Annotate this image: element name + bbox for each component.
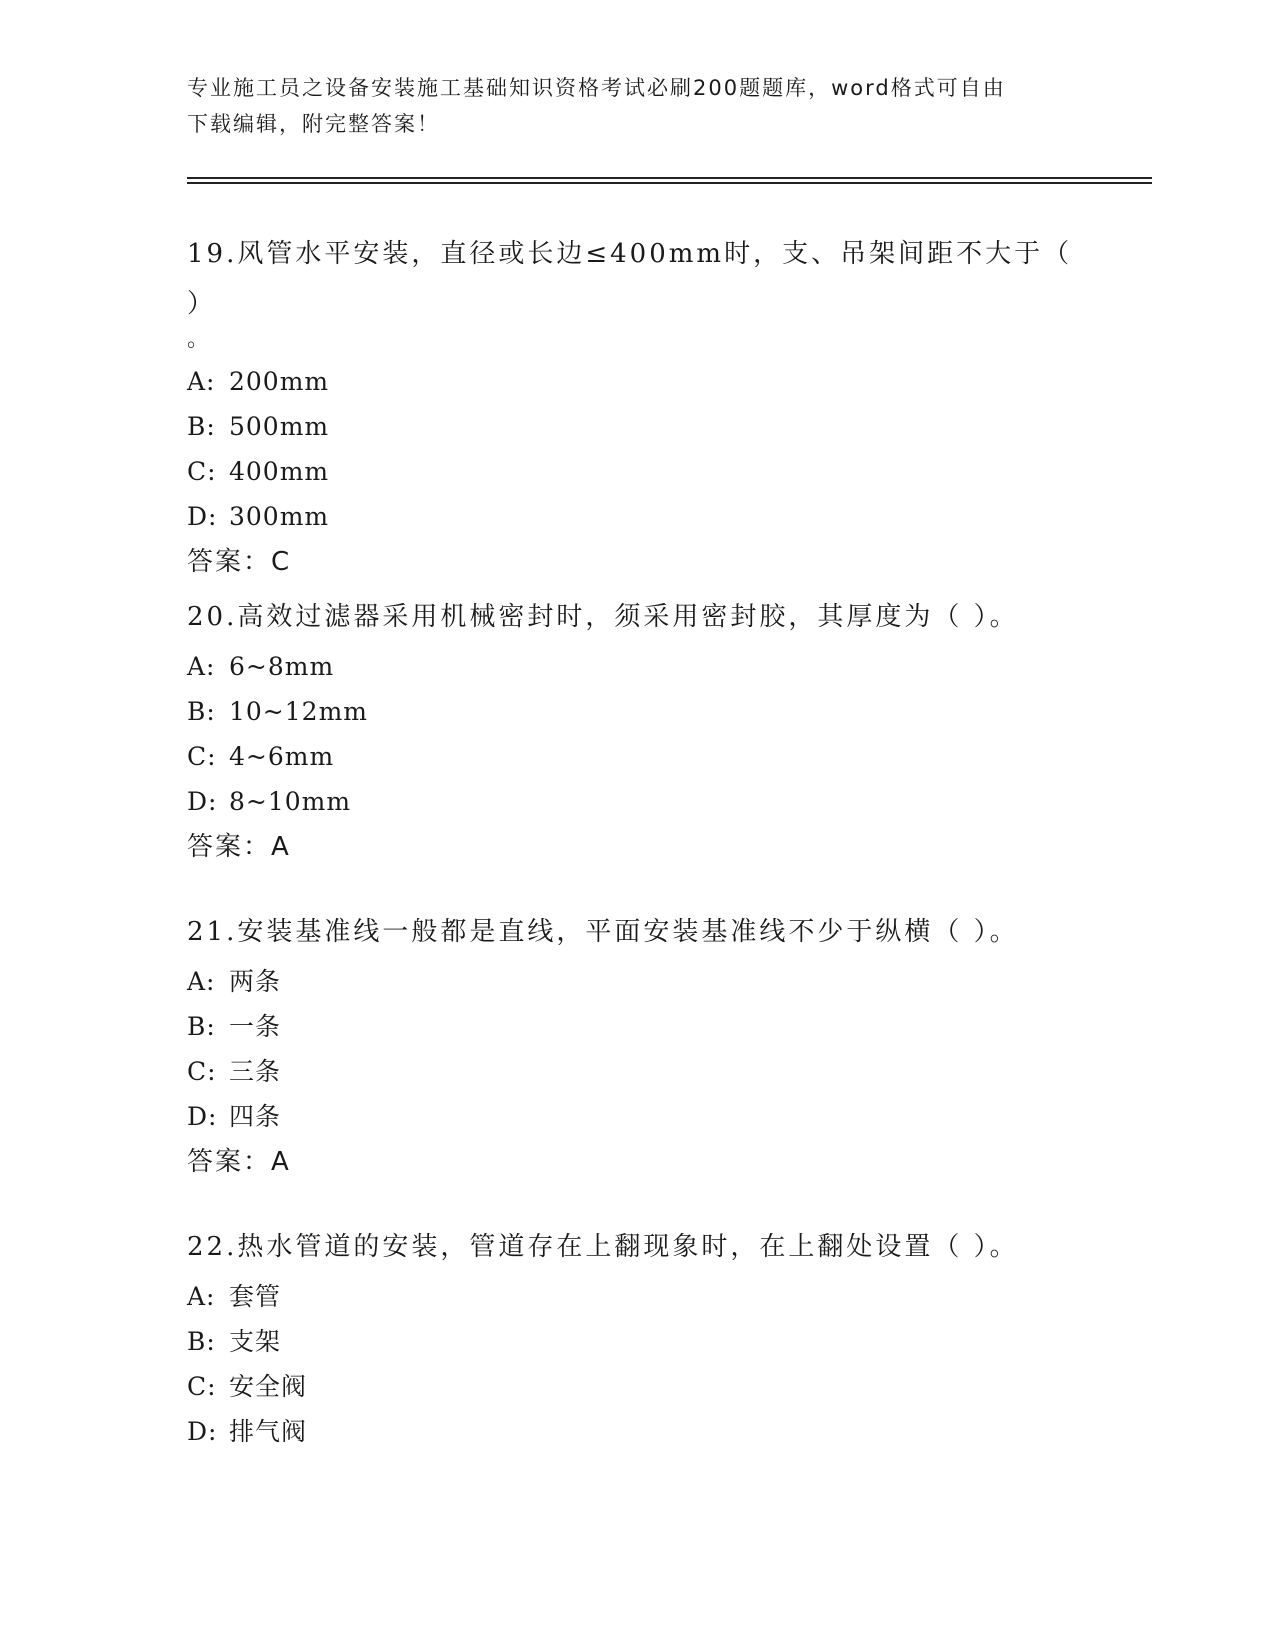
option-letter: C: bbox=[187, 742, 217, 771]
option-text: 排气阀 bbox=[229, 1417, 308, 1446]
option-a bbox=[187, 1274, 1087, 1319]
answer-label: 答案：A bbox=[187, 1147, 291, 1177]
option-d bbox=[187, 494, 1087, 539]
option-text: 安全阀 bbox=[229, 1372, 308, 1401]
option-text: 500mm bbox=[229, 412, 330, 441]
option-letter: A: bbox=[187, 967, 216, 996]
option-letter: D: bbox=[187, 1102, 218, 1131]
option-text: 8~10mm bbox=[229, 787, 352, 816]
option-c bbox=[187, 1049, 1087, 1094]
option-text: 300mm bbox=[229, 502, 330, 531]
header-divider bbox=[187, 177, 1152, 184]
option-letter: D: bbox=[187, 502, 218, 531]
question-stem-continuation: 。 bbox=[187, 327, 210, 352]
option-b bbox=[187, 689, 1087, 734]
option-text: 四条 bbox=[229, 1102, 282, 1131]
option-c bbox=[187, 1364, 1087, 1409]
option-letter: A: bbox=[187, 652, 216, 681]
answer-label: 答案：A bbox=[187, 832, 291, 862]
question-stem: 20.高效过滤器采用机械密封时，须采用密封胶，其厚度为（ ）。 bbox=[187, 602, 1019, 632]
option-text: 套管 bbox=[229, 1282, 282, 1311]
option-text: 10~12mm bbox=[229, 697, 368, 726]
option-letter: B: bbox=[187, 697, 216, 726]
option-text: 4~6mm bbox=[229, 742, 335, 771]
option-letter: D: bbox=[187, 1417, 218, 1446]
option-b bbox=[187, 404, 1087, 449]
option-d bbox=[187, 1094, 1087, 1139]
option-letter: A: bbox=[187, 367, 216, 396]
option-letter: C: bbox=[187, 1057, 217, 1086]
question-stem: 22.热水管道的安装，管道存在上翻现象时，在上翻处设置（ ）。 bbox=[187, 1232, 1019, 1262]
option-a bbox=[187, 644, 1087, 689]
option-text: 支架 bbox=[229, 1327, 282, 1356]
option-text: 两条 bbox=[229, 967, 282, 996]
option-b bbox=[187, 1319, 1087, 1364]
option-c bbox=[187, 449, 1087, 494]
question-stem: 21.安装基准线一般都是直线，平面安装基准线不少于纵横（ ）。 bbox=[187, 917, 1019, 947]
option-a bbox=[187, 359, 1087, 404]
option-d bbox=[187, 1409, 1087, 1454]
option-a bbox=[187, 959, 1087, 1004]
question-20 bbox=[187, 592, 1087, 870]
option-letter: B: bbox=[187, 412, 216, 441]
option-text: 一条 bbox=[229, 1012, 282, 1041]
option-letter: B: bbox=[187, 1327, 216, 1356]
answer-label: 答案：C bbox=[187, 547, 292, 577]
document-header bbox=[187, 70, 1067, 142]
question-22 bbox=[187, 1222, 1087, 1454]
option-letter: B: bbox=[187, 1012, 216, 1041]
option-letter: A: bbox=[187, 1282, 216, 1311]
option-letter: D: bbox=[187, 787, 218, 816]
header-line-2: 下载编辑，附完整答案！ bbox=[187, 112, 440, 136]
option-b bbox=[187, 1004, 1087, 1049]
question-21 bbox=[187, 907, 1087, 1185]
option-c bbox=[187, 734, 1087, 779]
option-letter: C: bbox=[187, 457, 217, 486]
option-text: 三条 bbox=[229, 1057, 282, 1086]
option-text: 200mm bbox=[229, 367, 330, 396]
question-19 bbox=[187, 229, 1087, 585]
option-text: 6~8mm bbox=[229, 652, 335, 681]
question-stem: 19.风管水平安装，直径或长边≤400mm时，支、吊架间距不大于（ ） bbox=[187, 239, 1073, 319]
option-letter: C: bbox=[187, 1372, 217, 1401]
option-text: 400mm bbox=[229, 457, 330, 486]
option-d bbox=[187, 779, 1087, 824]
header-line-1: 专业施工员之设备安装施工基础知识资格考试必刷200题题库，word格式可自由 bbox=[187, 76, 1006, 100]
